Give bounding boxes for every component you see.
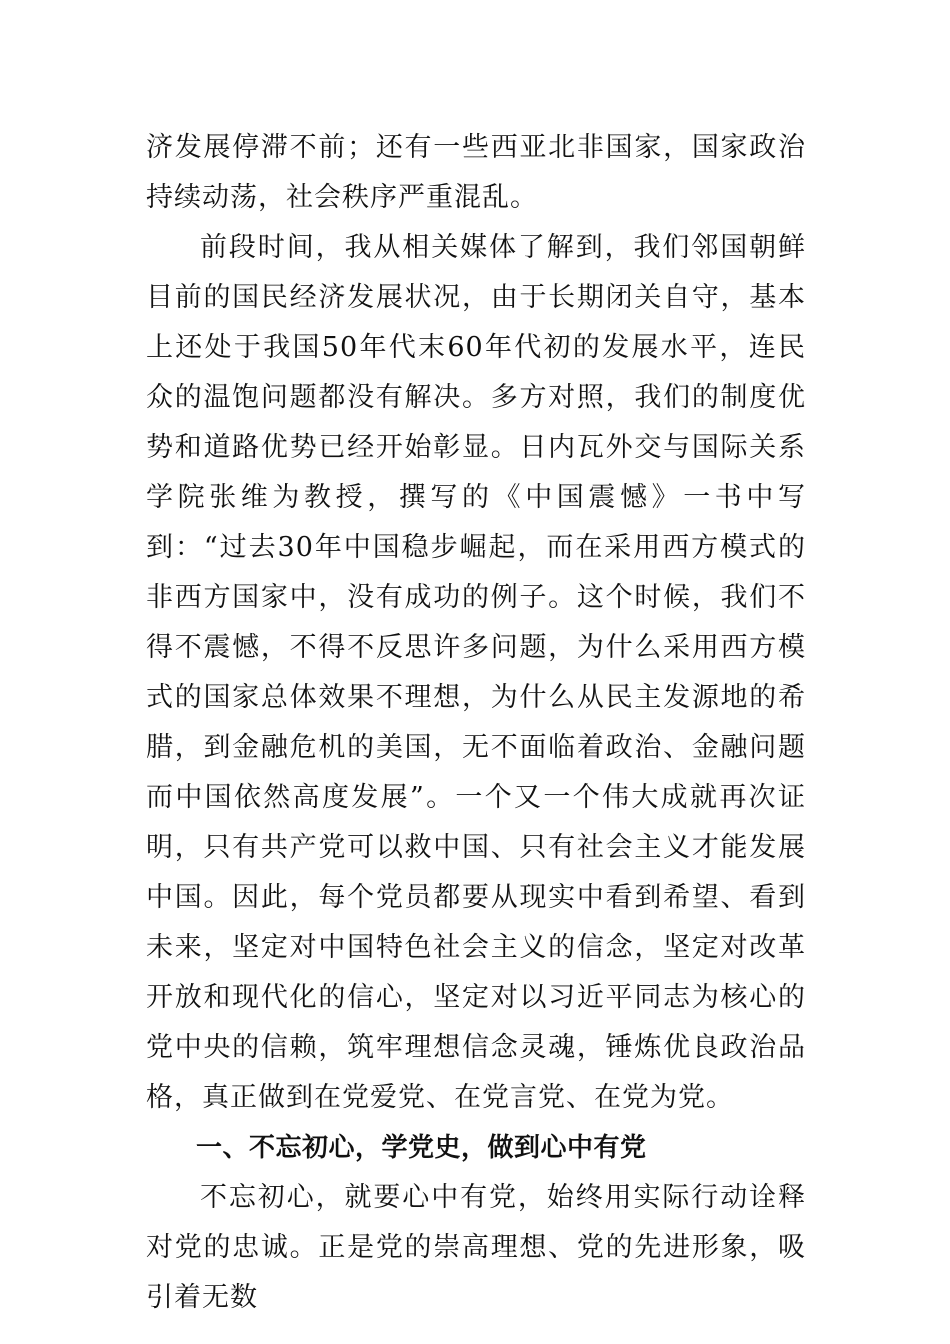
paragraph-main: 前段时间，我从相关媒体了解到，我们邻国朝鲜目前的国民经济发展状况，由于长期闭关自守，基本上还处于我国50年代末60年代初的发展水平，连民众的温饱问题都没有解决。多方对照，我们的制度优势和道路优势已经开始彰显。日内瓦外交与国际关系学院张维为教授，撰写的《中国震憾》一书中写到：“过去30年中国稳步崛起，而在采用西方模式的非西方国家中，没有成功的例子。这个时候，我们不得不震憾，不得不反思许多问题，为什么采用西方模式的国家总体效果不理想，为什么从民主发源地的希腊，到金融危机的美国，无不面临着政治、金融问题而中国依然高度发展”。一个又一个伟大成就再次证明，只有共产党可以救中国、只有社会主义才能发展中国。因此，每个党员都要从现实中看到希望、看到未来，坚定对中国特色社会主义的信念，坚定对改革开放和现代化的信心，坚定对以习近平同志为核心的党中央的信赖，筑牢理想信念灵魂，锤炼优良政治品格，真正做到在党爱党、在党言党、在党为党。 (146, 232, 806, 1113)
paragraph-section-start: 不忘初心，就要心中有党，始终用实际行动诠释对党的忠诚。正是党的崇高理想、党的先进形象，吸引着无数 (146, 1182, 806, 1313)
paragraph-continuation: 济发展停滞不前；还有一些西亚北非国家，国家政治持续动荡，社会秩序严重混乱。 (146, 132, 806, 213)
document-body (146, 123, 806, 1323)
section-heading: 一、不忘初心，学党史，做到心中有党 (196, 1133, 647, 1163)
